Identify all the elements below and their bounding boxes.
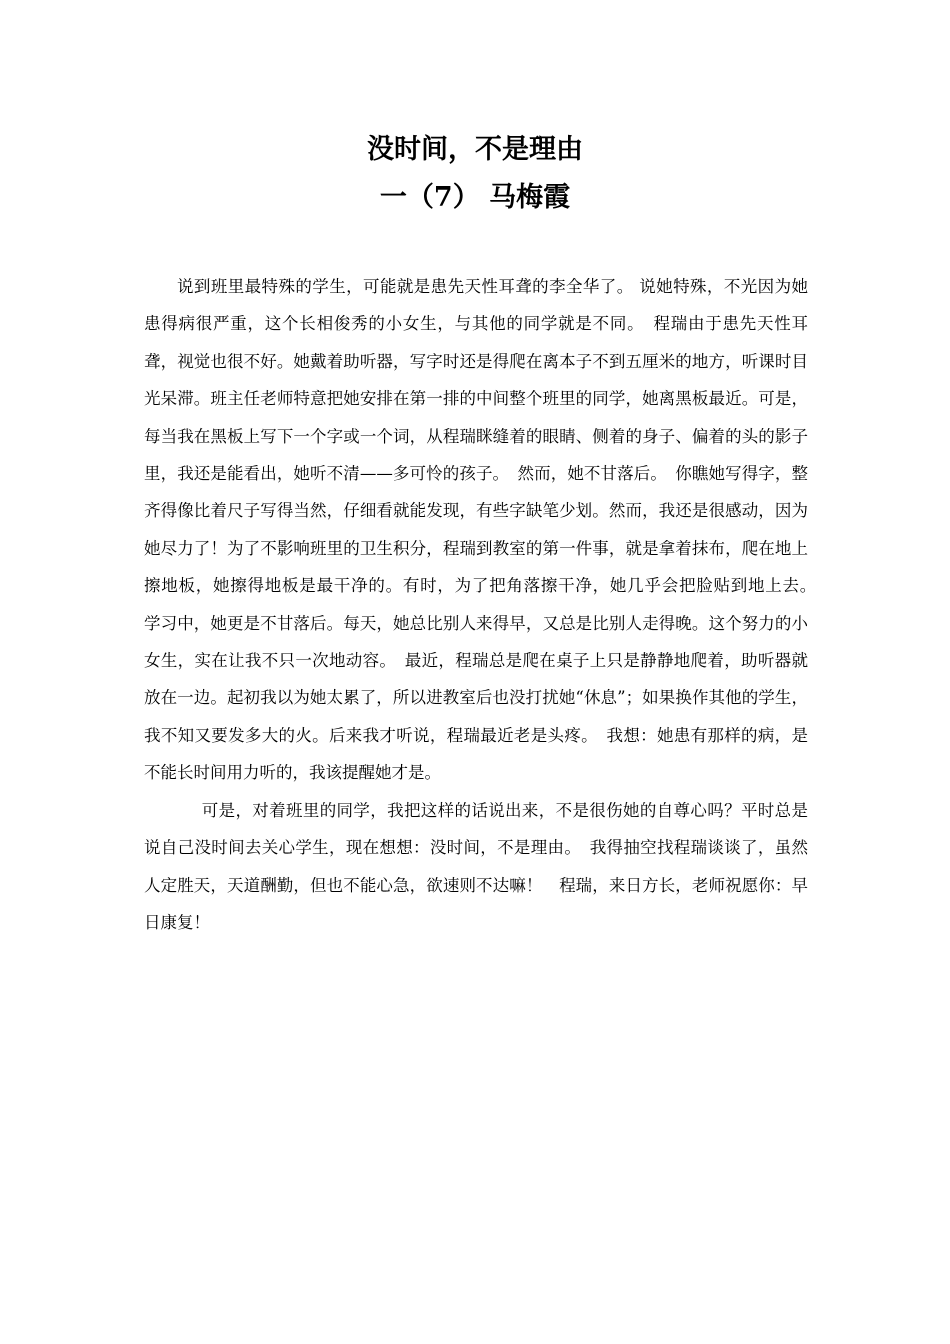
document-body: [144, 268, 825, 941]
paragraph-2: 可是，对着班里的同学，我把这样的话说出来，不是很伤她的自尊心吗？平时总是说自己没时间去关心学生，现在想想：没时间，不是理由。 我得抽空找程瑞谈谈了，虽然人定胜天，天道酬勤，但也不能心急，欲速则不达嘛！ 程瑞，来日方长，老师祝愿你：早日康复！: [144, 800, 808, 932]
paragraph-1: 说到班里最特殊的学生，可能就是患先天性耳聋的李全华了。 说她特殊，不光因为她患得病很严重，这个长相俊秀的小女生，与其他的同学就是不同。 程瑞由于患先天性耳聋，视觉也很不好。她戴着助听器，写字时还是得爬在离本子不到五厘米的地方，听课时目光呆滞。班主任老师特意把她安排在第一排的中间整个班里的同学，她离黑板最近。可是，每当我在黑板上写下一个字或一个词，从程瑞眯缝着的眼睛、侧着的身子、偏着的头的影子里，我还是能看出，她听不清——多可怜的孩子。 然而，她不甘落后。 你瞧她写得字，整齐得像比着尺子写得当然，仔细看就能发现，有些字缺笔少划。然而，我还是很感动，因为她尽力了！为了不影响班里的卫生积分，程瑞到教室的第一件事，就是拿着抹布，爬在地上擦地板，她擦得地板是最干净的。有时，为了把角落擦干净，她几乎会把脸贴到地上去。 学习中，她更是不甘落后。每天，她总比别人来得早，又总是比别人走得晚。这个努力的小女生，实在让我不只一次地动容。 最近，程瑞总是爬在桌子上只是静静地爬着，助听器就放在一边。起初我以为她太累了，所以进教室后也没打扰她“休息”；如果换作其他的学生，我不知又要发多大的火。后来我才听说，程瑞最近老是头疼。 我想：她患有那样的病，是不能长时间用力听的，我该提醒她才是。: [144, 277, 825, 783]
document-title: 没时间，不是理由: [367, 134, 583, 165]
document-subtitle: 一（7） 马梅霞: [379, 182, 571, 213]
